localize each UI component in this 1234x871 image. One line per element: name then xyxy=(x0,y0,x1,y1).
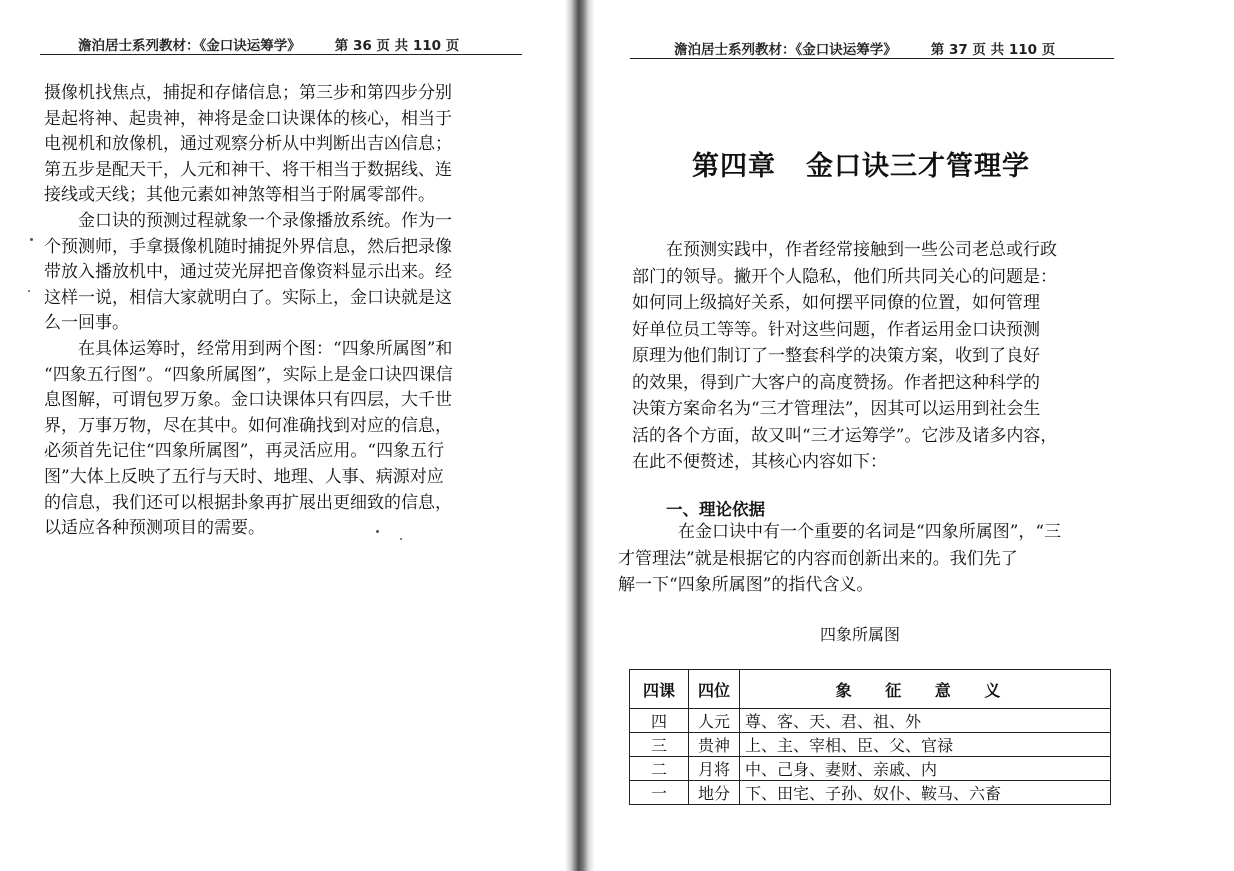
column-header: 象 征 意 义 xyxy=(740,670,1111,709)
text-line: 金口诀的预测过程就象一个录像播放系统。作为一 xyxy=(78,210,452,231)
text-line: 在金口诀中有一个重要的名词是“四象所属图”，“三 xyxy=(678,522,1062,542)
table-row xyxy=(630,757,1111,781)
left-page xyxy=(0,0,578,871)
scan-speck xyxy=(30,238,33,241)
chapter-title xyxy=(692,144,1030,183)
text-line: 在此不便赘述，其核心内容如下： xyxy=(632,452,887,472)
text-line: 在具体运筹时，经常用到两个图：“四象所属图”和 xyxy=(78,338,453,359)
section-body xyxy=(618,520,1118,600)
text-line: 解一下“四象所属图”的指代含义。 xyxy=(618,575,874,595)
text-line: 图”大体上反映了五行与天时、地理、人事、病源对应 xyxy=(44,466,444,487)
header-title: 澹泊居士系列教材：《金口诀运筹学》 xyxy=(78,38,301,54)
scan-speck xyxy=(400,538,402,540)
table-cell: 二 xyxy=(630,757,689,781)
text-line: 电视机和放像机，通过观察分析从中判断出吉凶信息； xyxy=(44,134,452,155)
body-text xyxy=(632,238,1122,477)
table-caption: 四象所属图 xyxy=(820,625,901,644)
four-symbols-table xyxy=(629,669,1111,805)
book-spine-shadow xyxy=(565,0,595,871)
text-line: 带放入播放机中，通过荧光屏把音像资料显示出来。经 xyxy=(44,262,452,283)
page-number: 第 36 页 共 110 页 xyxy=(334,38,460,54)
table-row xyxy=(630,709,1111,733)
scan-speck xyxy=(28,290,30,292)
table-cell: 人元 xyxy=(689,709,740,733)
text-line: 决策方案命名为“三才管理法”，因其可以运用到社会生 xyxy=(632,399,1041,419)
text-line: 这样一说，相信大家就明白了。实际上，金口诀就是这 xyxy=(44,287,452,308)
table-cell: 上、主、宰相、臣、父、官禄 xyxy=(740,733,1111,757)
text-line: 部门的领导。撇开个人隐私，他们所共同关心的问题是： xyxy=(632,266,1057,287)
body-text xyxy=(44,81,524,542)
page-header xyxy=(78,34,459,54)
text-line: 必须首先记住“四象所属图”，再灵活应用。“四象五行 xyxy=(44,441,445,462)
table-cell: 中、己身、妻财、亲戚、内 xyxy=(740,757,1111,781)
table-cell: 三 xyxy=(630,733,689,757)
text-line: 第五步是配天干，人元和神干、将干相当于数据线、连 xyxy=(44,159,452,180)
header-rule xyxy=(40,54,522,55)
text-line: 界，万事万物，尽在其中。如何准确找到对应的信息， xyxy=(44,415,452,436)
header-rule xyxy=(630,58,1114,59)
table-cell: 一 xyxy=(630,781,689,805)
text-line: 如何同上级搞好关系，如何摆平同僚的位置，如何管理 xyxy=(632,293,1040,313)
table-cell: 地分 xyxy=(689,781,740,805)
table-cell: 尊、客、天、君、祖、外 xyxy=(740,709,1111,733)
chapter-number: 第四章 xyxy=(692,151,776,182)
table-cell: 贵神 xyxy=(689,733,740,757)
table-row xyxy=(630,733,1111,757)
text-line: 息图解，可谓包罗万象。金口诀课体只有四层，大千世 xyxy=(44,390,452,411)
text-line: “四象五行图”。“四象所属图”，实际上是金口诀四课信 xyxy=(44,364,453,385)
table-cell: 下、田宅、子孙、奴仆、鞍马、六畜 xyxy=(740,781,1111,805)
scan-speck xyxy=(376,530,379,533)
page-header xyxy=(674,38,1055,58)
chapter-name: 金口诀三才管理学 xyxy=(806,151,1030,182)
text-line: 是起将神、起贵神，神将是金口诀课体的核心，相当于 xyxy=(44,108,452,129)
text-line: 活的各个方面，故又叫“三才运筹学”。它涉及诸多内容， xyxy=(632,425,1058,446)
column-header: 四课 xyxy=(630,670,689,709)
column-header: 四位 xyxy=(689,670,740,709)
right-page xyxy=(592,0,1234,871)
text-line: 在预测实践中，作者经常接触到一些公司老总或行政 xyxy=(666,240,1057,260)
page-number: 第 37 页 共 110 页 xyxy=(930,42,1056,58)
table-cell: 四 xyxy=(630,709,689,733)
header-title: 澹泊居士系列教材：《金口诀运筹学》 xyxy=(674,42,897,58)
table-row xyxy=(630,781,1111,805)
text-line: 原理为他们制订了一整套科学的决策方案，收到了良好 xyxy=(632,346,1040,366)
text-line: 好单位员工等等。针对这些问题，作者运用金口诀预测 xyxy=(632,319,1040,340)
text-line: 么一回事。 xyxy=(44,313,129,334)
text-line: 接线或天线；其他元素如神煞等相当于附属零部件。 xyxy=(44,185,435,206)
text-line: 摄像机找焦点，捕捉和存储信息；第三步和第四步分别 xyxy=(44,83,452,103)
text-line: 的效果，得到广大客户的高度赞扬。作者把这种科学的 xyxy=(632,372,1040,393)
section-heading: 一、理论依据 xyxy=(666,500,765,519)
text-line: 的信息，我们还可以根据卦象再扩展出更细致的信息， xyxy=(44,492,452,513)
table-header-row xyxy=(630,670,1111,709)
table-cell: 月将 xyxy=(689,757,740,781)
text-line: 才管理法”就是根据它的内容而创新出来的。我们先了 xyxy=(618,548,1018,569)
text-line: 以适应各种预测项目的需要。 xyxy=(44,518,265,539)
text-line: 个预测师，手拿摄像机随时捕捉外界信息，然后把录像 xyxy=(44,236,452,257)
